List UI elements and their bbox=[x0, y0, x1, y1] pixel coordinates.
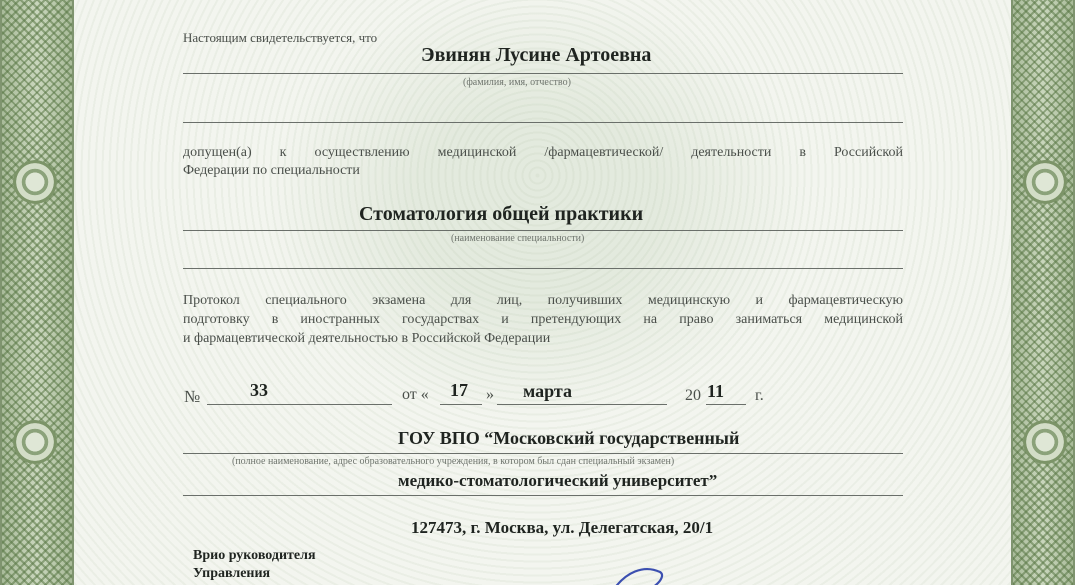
protocol-number: 33 bbox=[250, 380, 268, 400]
institution-line-2: медико-стоматологический университет” bbox=[398, 471, 718, 490]
specialty-underline bbox=[183, 230, 903, 231]
year-prefix: 20 bbox=[685, 387, 701, 404]
year-underline bbox=[706, 404, 746, 405]
institution-line-1: ГОУ ВПО “Московский государственный bbox=[398, 428, 740, 448]
name-underline-2 bbox=[183, 122, 903, 123]
intro-text: Настоящим свидетельствуется, что bbox=[183, 30, 378, 45]
right-ornamental-border bbox=[1011, 0, 1075, 585]
left-ornament bbox=[13, 420, 57, 464]
admission-line-2: Федерации по специальности bbox=[183, 163, 360, 178]
left-ornamental-border bbox=[0, 0, 74, 585]
month-underline bbox=[497, 404, 667, 405]
institution-underline-2 bbox=[183, 495, 903, 496]
protocol-line-3: и фармацевтической деятельностью в Российской Федерации bbox=[183, 331, 551, 346]
specialty-caption: (наименование специальности) bbox=[451, 233, 585, 244]
signatory-title-line-1: Врио руководителя bbox=[193, 548, 316, 563]
institution-underline bbox=[183, 453, 903, 454]
year-suffix: 11 bbox=[707, 381, 725, 401]
signatory-title-line-2: Управления bbox=[193, 566, 271, 581]
protocol-line-1: Протокол специального экзамена для лиц, получивших медицинскую и фармацевтическую bbox=[183, 293, 903, 308]
institution-caption: (полное наименование, адрес образовательного учреждения, в котором был сдан специальный экзамен) bbox=[232, 456, 675, 467]
protocol-line-2: подготовку в иностранных государствах и претендующих на право заниматься медицинской bbox=[183, 312, 903, 327]
institution-address: 127473, г. Москва, ул. Делегатская, 20/1 bbox=[411, 518, 714, 537]
number-underline bbox=[207, 404, 392, 405]
number-label: № bbox=[184, 387, 201, 406]
year-label: г. bbox=[755, 387, 764, 404]
date-day: 17 bbox=[450, 380, 468, 400]
name-underline bbox=[183, 73, 903, 74]
right-ornament bbox=[1023, 420, 1067, 464]
signature-mark bbox=[605, 560, 675, 585]
name-caption: (фамилия, имя, отчество) bbox=[463, 77, 571, 88]
right-ornament bbox=[1023, 160, 1067, 204]
specialty: Стоматология общей практики bbox=[359, 203, 644, 225]
day-underline bbox=[440, 404, 482, 405]
left-ornament bbox=[13, 160, 57, 204]
from-label: от « bbox=[402, 386, 429, 403]
specialty-underline-2 bbox=[183, 268, 903, 269]
admission-line-1: допущен(а) к осуществлению медицинской /фармацевтической/ деятельности в Российской bbox=[183, 145, 903, 160]
date-month: марта bbox=[523, 381, 572, 401]
day-close-label: » bbox=[486, 386, 494, 403]
full-name: Эвинян Лусине Артоевна bbox=[421, 44, 652, 66]
